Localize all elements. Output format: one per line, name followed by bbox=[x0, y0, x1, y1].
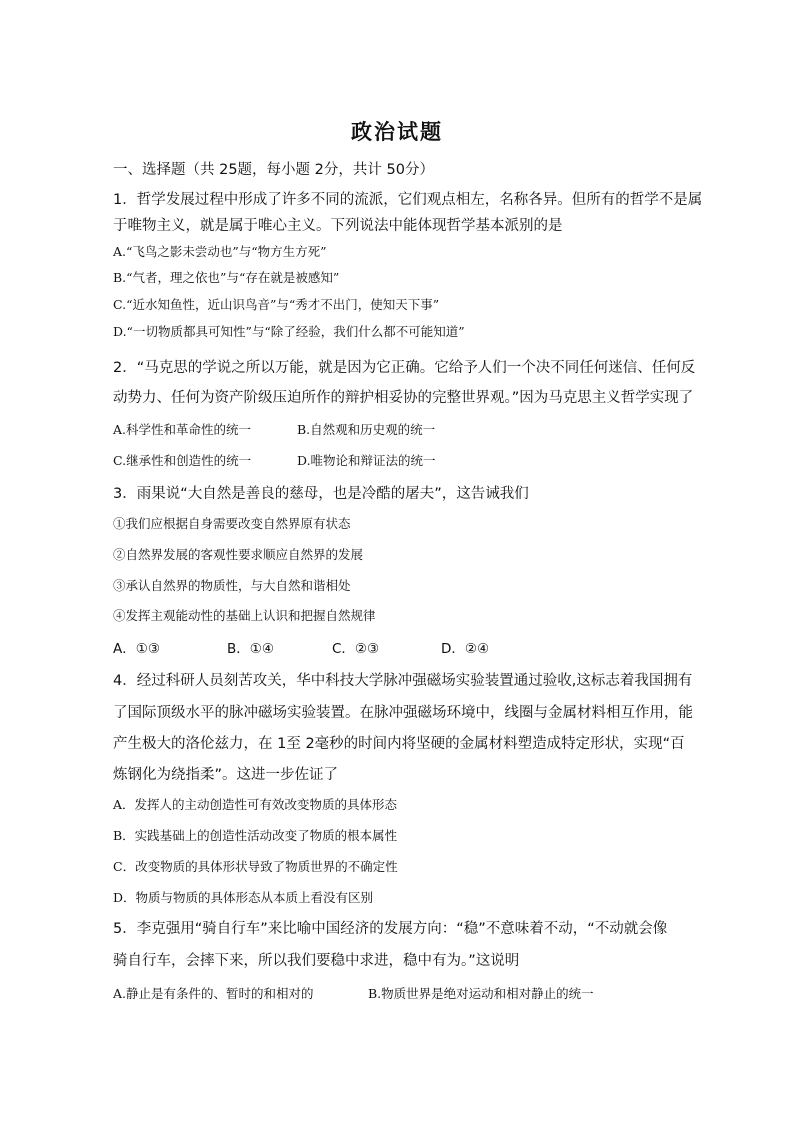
section-heading: 一、选择题（共 25题，每小题 2分，共计 50分） bbox=[113, 162, 434, 178]
q4-stem-line-1: 4．经过科研人员刻苦攻关，华中科技大学脉冲强磁场实验装置通过验收,这标志着我国拥有 bbox=[113, 673, 693, 689]
q1-option-a: A.“飞鸟之影未尝动也”与“物方生方死” bbox=[113, 244, 327, 259]
q4-option-d: D．物质与物质的具体形态从本质上看没有区别 bbox=[113, 890, 374, 905]
q4-option-a: A．发挥人的主动创造性可有效改变物质的具体形态 bbox=[113, 797, 398, 812]
q4-stem-line-2: 了国际顶级水平的脉冲磁场实验装置。在脉冲强磁场环境中，线圈与金属材料相互作用，能 bbox=[113, 705, 693, 721]
page-title: 政治试题 bbox=[351, 120, 443, 144]
q1-option-d: D.“一切物质都具可知性”与“除了经验，我们什么都不可能知道” bbox=[113, 324, 465, 339]
q3-option-a: A．①③ bbox=[113, 641, 160, 657]
q1-stem-line-2: 于唯物主义，就是属于唯心主义。下列说法中能体现哲学基本派别的是 bbox=[113, 218, 563, 234]
q5-stem-line-2: 骑自行车，会摔下来，所以我们要稳中求进，稳中有为。”这说明 bbox=[113, 953, 520, 969]
q2-option-d: D.唯物论和辩证法的统一 bbox=[297, 453, 436, 468]
q5-option-a: A.静止是有条件的、暂时的和相对的 bbox=[113, 986, 314, 1001]
q2-option-b: B.自然观和历史观的统一 bbox=[297, 422, 436, 437]
q2-stem-line-1: 2．“马克思的学说之所以万能，就是因为它正确。它给予人们一个决不同任何迷信、任何反 bbox=[113, 360, 696, 376]
q4-option-c: C．改变物质的具体形状导致了物质世界的不确定性 bbox=[113, 859, 398, 874]
q3-option-b: B．①④ bbox=[227, 641, 274, 657]
q5-option-b: B.物质世界是绝对运动和相对静止的统一 bbox=[368, 986, 594, 1001]
q1-option-b: B.“气者，理之依也”与“存在就是被感知” bbox=[113, 270, 340, 285]
q3-stem-line-1: 3．雨果说“大自然是善良的慈母，也是冷酷的屠夫”，这告诫我们 bbox=[113, 486, 529, 502]
q3-item-1: ①我们应根据自身需要改变自然界原有状态 bbox=[113, 516, 351, 531]
q4-stem-line-3: 产生极大的洛伦兹力，在 1至 2毫秒的时间内将坚硬的金属材料塑造成特定形状，实现“百 bbox=[113, 736, 685, 752]
q3-item-4: ④发挥主观能动性的基础上认识和把握自然规律 bbox=[113, 608, 376, 623]
q4-option-b: B．实践基础上的创造性活动改变了物质的根本属性 bbox=[113, 828, 398, 843]
q3-item-3: ③承认自然界的物质性，与大自然和谐相处 bbox=[113, 578, 351, 593]
q2-option-a: A.科学性和革命性的统一 bbox=[113, 422, 252, 437]
q1-option-c: C.“近水知鱼性，近山识鸟音”与“秀才不出门，使知天下事” bbox=[113, 297, 440, 312]
q2-option-c: C.继承性和创造性的统一 bbox=[113, 453, 252, 468]
q4-stem-line-4: 炼钢化为绕指柔”。这进一步佐证了 bbox=[113, 767, 339, 783]
q3-option-d: D．②④ bbox=[441, 641, 490, 657]
q3-option-c: C．②③ bbox=[332, 641, 380, 657]
q5-stem-line-1: 5．李克强用“骑自行车”来比喻中国经济的发展方向：“稳”不意味着不动，“不动就会像 bbox=[113, 921, 668, 937]
q3-item-2: ②自然界发展的客观性要求顺应自然界的发展 bbox=[113, 547, 364, 562]
q1-stem-line-1: 1．哲学发展过程中形成了许多不同的流派，它们观点相左，名称各异。但所有的哲学不是属 bbox=[113, 192, 703, 208]
q2-stem-line-2: 动势力、任何为资产阶级压迫所作的辩护相妥协的完整世界观。”因为马克思主义哲学实现了 bbox=[113, 390, 694, 406]
